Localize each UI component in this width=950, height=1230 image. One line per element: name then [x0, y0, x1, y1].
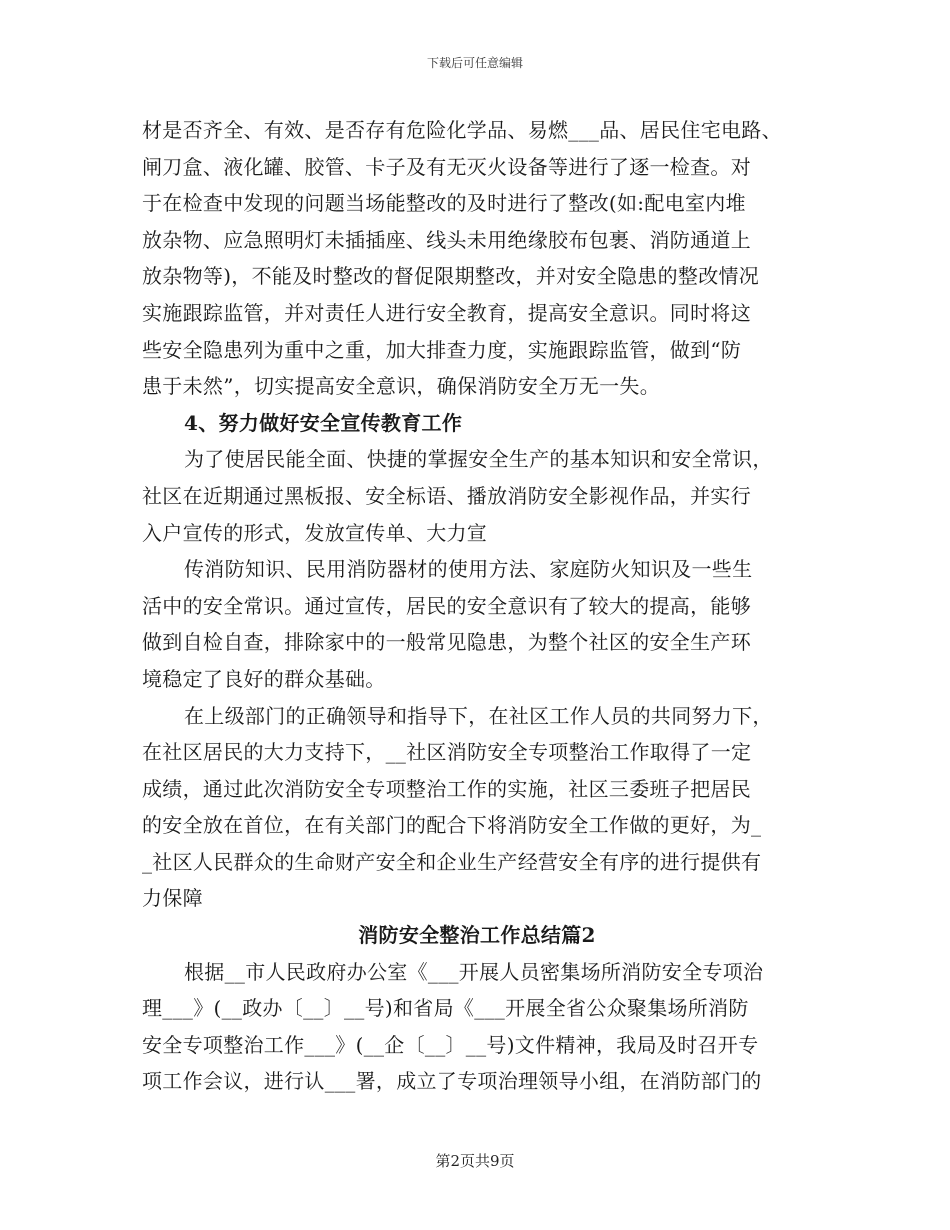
section-heading: 4、努力做好安全宣传教育工作 [184, 410, 463, 435]
body-line: 力保障 [142, 886, 203, 911]
body-line: 理___》(__政办〔__〕__号)和省局《___开展全省公众聚集场所消防 [142, 996, 749, 1021]
body-line: 根据__市人民政府办公室《___开展人员密集场所消防安全专项治 [184, 959, 764, 984]
body-line: 活中的安全常识。通过宣传，居民的安全意识有了较大的提高，能够 [142, 593, 751, 618]
page-header: 下载后可任意编辑 [426, 56, 523, 70]
body-line: 传消防知识、民用消防器材的使用方法、家庭防火知识及一些生 [184, 557, 753, 582]
body-line: 安全专项整治工作___》(__企〔__〕__号)文件精神，我局及时召开专 [142, 1032, 759, 1057]
body-line: 实施跟踪监管，并对责任人进行安全教育，提高安全意识。同时将这 [142, 300, 751, 325]
body-line: 闸刀盒、液化罐、胶管、卡子及有无灭火设备等进行了逐一检查。对 [142, 154, 751, 179]
body-line: 为了使居民能全面、快捷的掌握安全生产的基本知识和安全常识， [184, 447, 773, 472]
body-line: 于在检查中发现的问题当场能整改的及时进行了整改(如:配电室内堆 [142, 191, 746, 216]
body-line: 做到自检自查，排除家中的一般常见隐患，为整个社区的安全生产环 [142, 630, 751, 655]
body-line: 在社区居民的大力支持下，__社区消防安全专项整治工作取得了一定 [142, 740, 752, 765]
body-line: 社区在近期通过黑板报、安全标语、播放消防安全影视作品，并实行 [142, 483, 751, 508]
body-line: 境稳定了良好的群众基础。 [142, 666, 386, 691]
body-line: 些安全隐患列为重中之重，加大排查力度，实施跟踪监管，做到“防 [142, 337, 742, 362]
body-line: 成绩，通过此次消防安全专项整治工作的实施，社区三委班子把居民 [142, 776, 751, 801]
page-footer: 第2页共9页 [435, 1152, 515, 1170]
body-line: _社区人民群众的生命财产安全和企业生产经营安全有序的进行提供有 [142, 849, 762, 874]
article-title: 消防安全整治工作总结篇2 [358, 923, 596, 948]
body-line: 放杂物等)，不能及时整改的督促限期整改，并对安全隐患的整改情况 [142, 264, 760, 289]
body-line: 项工作会议，进行认___署，成立了专项治理领导小组，在消防部门的 [142, 1069, 762, 1094]
body-line: 材是否齐全、有效、是否存有危险化学品、易燃___品、居民住宅电路、 [142, 118, 782, 142]
body-line: 入户宣传的形式，发放宣传单、大力宣 [142, 520, 488, 545]
document-body [142, 112, 812, 1100]
body-line: 在上级部门的正确领导和指导下，在社区工作人员的共同努力下， [184, 703, 773, 728]
body-line: 放杂物、应急照明灯未插插座、线头未用绝缘胶布包裹、消防通道上 [142, 227, 751, 252]
body-line: 患于未然”，切实提高安全意识，确保消防安全万无一失。 [142, 374, 661, 399]
body-line: 的安全放在首位，在有关部门的配合下将消防安全工作做的更好，为_ [142, 813, 762, 838]
